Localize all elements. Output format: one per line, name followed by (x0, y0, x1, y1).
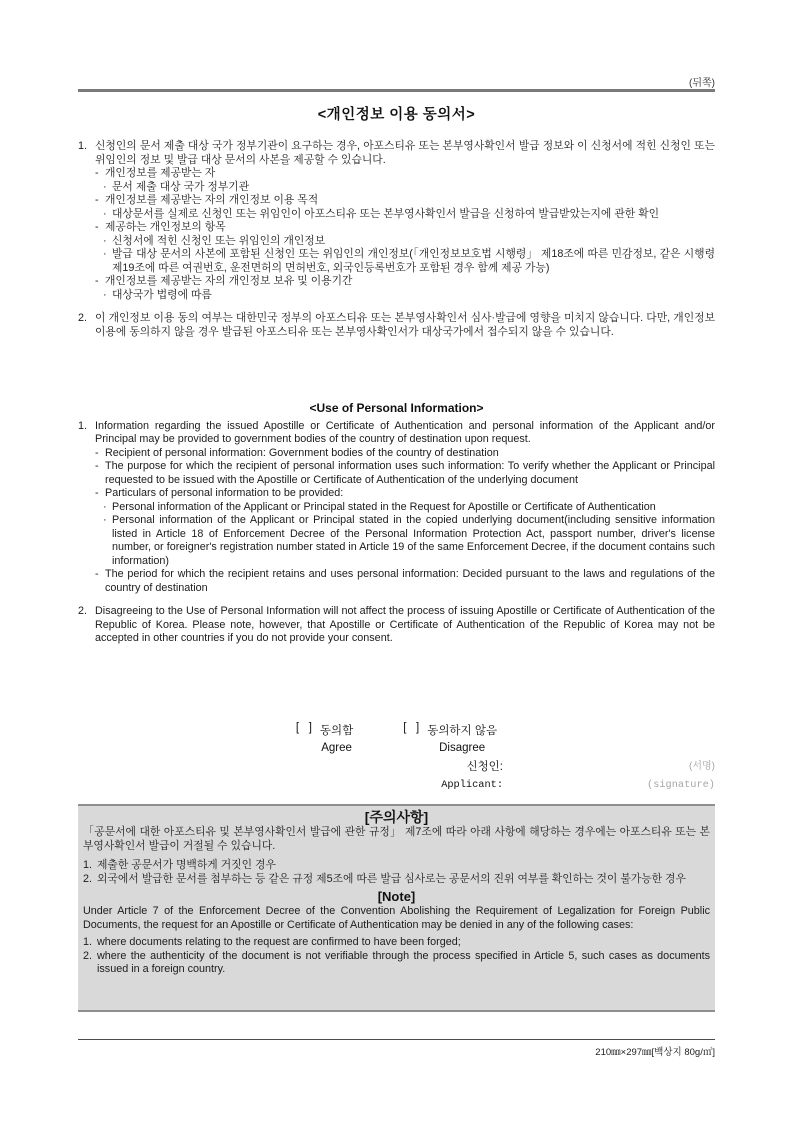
notice-item-number: 2. (83, 872, 93, 885)
sub-list-item (95, 221, 715, 235)
header-rule (78, 89, 715, 92)
notice-item-ko (83, 873, 710, 887)
sub-list-item (95, 568, 715, 595)
signature-hints (503, 758, 715, 794)
sub-item-text: 발급 대상 문서의 사본에 포함된 신청인 또는 위임인의 개인정보(「개인정보보호법 시행령」 제18조에 따른 민감정보, 같은 시행령 제19조에 따른 여권번호, 운전면허의 면허번호, 외국인등록번호가 포함된 경우 함께 제공 가능) (112, 248, 715, 274)
list-item-text: 신청인의 문서 제출 대상 국가 정부기관이 요구하는 경우, 아포스티유 또는 본부영사확인서 발급 정보와 이 신청서에 적힌 신청인 또는 위임인의 정보 및 발급 대상 문서의 사본을 제공할 수 있습니다. (95, 140, 715, 166)
sub-list-item (103, 235, 715, 249)
sub-item-text: The period for which the recipient retains and uses personal information: Decided pursuant to the laws and regulations of the country of destination (105, 568, 715, 594)
disagree-label-en: Disagree (439, 742, 486, 754)
notice-item-text: where documents relating to the request are confirmed to have been forged; (97, 936, 461, 948)
spacer (78, 595, 715, 605)
list-item (78, 140, 715, 167)
consent-options (78, 722, 715, 754)
english-section (78, 402, 715, 646)
list-item (78, 420, 715, 447)
sub-item-marker: - (95, 221, 99, 233)
list-item-number: 2. (78, 312, 88, 324)
sub-item-text: 문서 제출 대상 국가 정부기관 (112, 180, 250, 193)
sub-item-marker: · (103, 500, 107, 513)
list-item-number: 2. (78, 605, 88, 617)
sub-item-marker: - (95, 568, 99, 580)
sub-item-text: 제공하는 개인정보의 항목 (105, 221, 226, 233)
list-item (78, 605, 715, 646)
sub-item-text: 대상문서를 실제로 신청인 또는 위임인이 아포스티유 또는 본부영사확인서 발급을 신청하여 발급받았는지에 관한 확인 (112, 207, 660, 220)
sub-list-item (103, 181, 715, 195)
sub-item-marker: · (103, 248, 107, 260)
notice-item-number: 2. (83, 949, 93, 962)
sub-item-text: 개인정보를 제공받는 자 (105, 167, 216, 179)
sub-list-item (95, 194, 715, 208)
sub-item-text: Personal information of the Applicant or Principal stated in the Request for Apostille or Certificate of Authentication (112, 500, 656, 513)
disagree-option (403, 722, 497, 754)
signature-hint-en: (signature) (647, 779, 715, 791)
sub-item-marker: - (95, 487, 99, 499)
signature-hint-ko: (서명) (689, 761, 715, 772)
sub-item-text: The purpose for which the recipient of personal information uses such information: To verify whether the Applicant or Principal requested to be issued with the Apostille or Certificate of Authentication of the underlying document (105, 460, 715, 486)
notice-title-ko: [주의사항] (364, 809, 429, 825)
sub-list-item (103, 248, 715, 275)
spacer (78, 302, 715, 312)
back-side-label: (뒤쪽) (689, 78, 715, 89)
sub-list-item (95, 275, 715, 289)
sub-item-text: 개인정보를 제공받는 자의 개인정보 이용 목적 (105, 194, 319, 206)
list-item (78, 312, 715, 339)
list-item-text: Disagreeing to the Use of Personal Information will not affect the process of issuing Apostille or Certificate of Authentication of the Republic of Korea. Please note, however, that Apostille or Certificate of Authentication of the Republic of Korea may not be accepted in other countries if you do not provide your consent. (95, 605, 715, 644)
sub-item-text: Particulars of personal information to be provided: (105, 487, 344, 499)
sub-item-text: Recipient of personal information: Government bodies of the country of destination (105, 446, 499, 459)
sub-item-marker: · (103, 207, 107, 220)
agree-label-en: Agree (321, 742, 352, 754)
sub-item-marker: - (95, 194, 99, 206)
sub-item-marker: - (95, 275, 99, 287)
sub-item-marker: - (95, 446, 99, 459)
notice-item-number: 1. (83, 859, 93, 871)
notice-box (78, 804, 715, 1012)
list-item-text: Information regarding the issued Apostille or Certificate of Authentication and personal information of the Applicant and/or Principal may be provided to government bodies of the country of destination upon request. (95, 419, 715, 445)
sub-list-item (95, 167, 715, 181)
notice-item-text: where the authenticity of the document is not verifiable through the process specified in Article 5, such cases as documents issued in a foreign country. (97, 949, 710, 975)
sub-item-marker: · (103, 514, 107, 526)
sub-list-item (95, 460, 715, 487)
disagree-checkbox[interactable]: [ ] (403, 722, 420, 734)
list-item-number: 1. (78, 419, 88, 432)
sub-item-marker: · (103, 180, 107, 193)
list-item-number: 1. (78, 140, 88, 152)
agree-label-ko: 동의함 (319, 725, 354, 737)
notice-item-en (83, 950, 710, 977)
sub-list-item (103, 514, 715, 568)
notice-item-ko (83, 859, 710, 873)
list-item-text: 이 개인정보 이용 동의 여부는 대한민국 정부의 아포스티유 또는 본부영사확인서 심사·발급에 영향을 미치지 않습니다. 다만, 개인정보 이용에 동의하지 않을 경우 발급된 아포스티유 또는 본부영사확인서가 대상국가에서 접수되지 않을 수 있습니다. (95, 312, 715, 338)
applicant-labels (78, 758, 503, 794)
sub-item-marker: · (103, 288, 107, 301)
sub-item-text: 개인정보를 제공받는 자의 개인정보 보유 및 이용기간 (105, 275, 353, 287)
sub-item-text: Personal information of the Applicant or Principal stated in the copied underlying document(including sensitive information listed in Article 18 of Enforcement Decree of the Personal Information Protection Act, passport number, driver's license number, or foreigner's registration number stated in Article 19 of the same Enforcement Decree, if the document contains such information) (112, 514, 715, 567)
sub-list-item (103, 501, 715, 515)
sub-list-item (95, 487, 715, 501)
sub-list-item (103, 289, 715, 303)
notice-intro-ko: 「공문서에 대한 아포스티유 및 본부영사확인서 발급에 관한 규정」 제7조에 따라 아래 사항에 해당하는 경우에는 아포스티유 또는 본부영사확인서 발급이 거절될 수 있습니다. (83, 826, 710, 852)
sub-item-marker: - (95, 167, 99, 179)
sub-item-text: 신청서에 적힌 신청인 또는 위임인의 개인정보 (112, 234, 326, 247)
page-title-korean: <개인정보 이용 동의서> (317, 107, 476, 123)
footer-rule (78, 1039, 715, 1040)
notice-intro-en: Under Article 7 of the Enforcement Decree of the Convention Abolishing the Requirement of Legalization for Foreign Public Documents, the request for an Apostille or Certificate of Authentication may be denied in any of the following cases: (83, 905, 710, 931)
korean-section (78, 140, 715, 339)
sub-item-marker: - (95, 460, 99, 472)
notice-title-en: [Note] (377, 889, 416, 904)
english-section-title: <Use of Personal Information> (309, 401, 484, 415)
sub-item-text: 대상국가 법령에 따름 (112, 288, 212, 301)
paper-spec-label: 210㎜×297㎜[백상지 80g/㎡] (595, 1047, 715, 1058)
notice-item-en (83, 936, 710, 950)
signature-block (78, 758, 715, 794)
notice-item-text: 제출한 공문서가 명백하게 거짓인 경우 (97, 859, 276, 871)
notice-item-number: 1. (83, 936, 93, 948)
agree-option (296, 722, 353, 754)
notice-item-text: 외국에서 발급한 문서를 첨부하는 등 같은 규정 제5조에 따른 발급 심사로는 공문서의 진위 여부를 확인하는 것이 불가능한 경우 (97, 872, 686, 885)
agree-checkbox[interactable]: [ ] (295, 722, 312, 734)
sub-list-item (95, 447, 715, 461)
sub-list-item (103, 208, 715, 222)
disagree-label-ko: 동의하지 않음 (427, 725, 498, 737)
applicant-label-ko[interactable]: 신청인: (466, 761, 503, 773)
sub-item-marker: · (103, 234, 107, 247)
applicant-label-en[interactable]: Applicant: (441, 779, 503, 791)
